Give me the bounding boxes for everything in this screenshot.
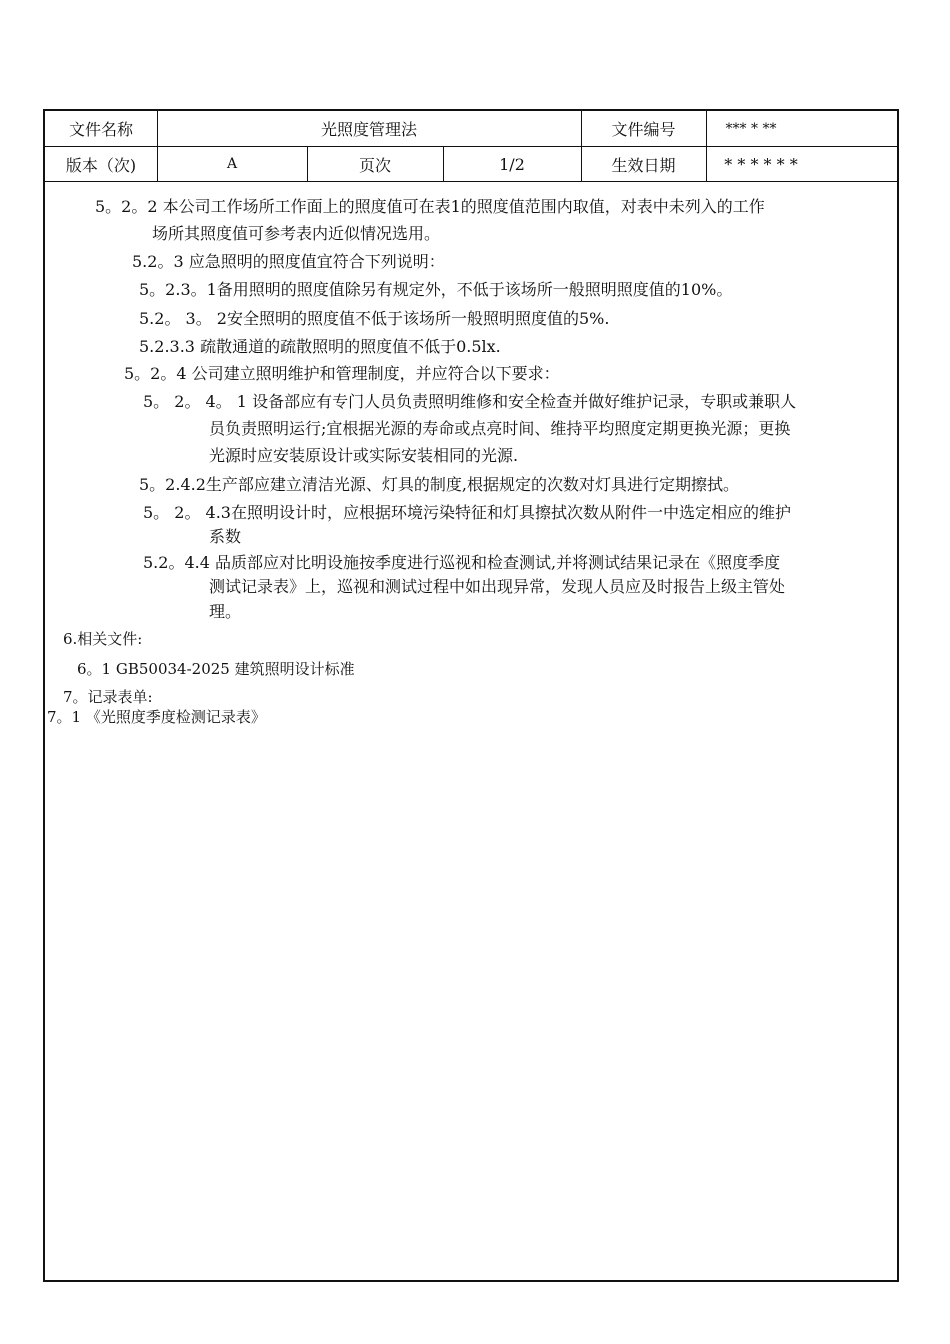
text-line: 5.2。3 应急照明的照度值宜符合下列说明： <box>132 252 445 271</box>
text-line: 员负责照明运行;宜根据光源的寿命或点亮时间、维持平均照度定期更换光源；更换 <box>209 419 791 438</box>
section-heading: 7。记录表单: <box>63 688 153 706</box>
version-label: 版本（次) <box>65 155 137 175</box>
page-value: 1/2 <box>499 154 525 174</box>
text-line: 5.2。 3。 2安全照明的照度值不低于该场所一般照明照度值的5%. <box>139 309 610 328</box>
header-row-1 <box>45 111 897 147</box>
text-line: 5。2.3。1备用照明的照度值除另有规定外，不低于该场所一般照明照度值的10%。 <box>139 280 733 299</box>
doc-name-value: 光照度管理法 <box>320 120 417 139</box>
version-value: A <box>226 156 238 172</box>
text-line: 7。1 《光照度季度检测记录表》 <box>47 708 266 726</box>
text-line: 5.2.3.3 疏散通道的疏散照明的照度值不低于0.5lx. <box>139 337 501 356</box>
doc-no-value: *** * ** <box>725 120 777 137</box>
effective-date-label: 生效日期 <box>611 155 676 175</box>
text-line: 5。2。2 本公司工作场所工作面上的照度值可在表1的照度值范围内取值，对表中未列入的工作 <box>95 197 765 216</box>
text-line: 5。 2。 4.3在照明设计时，应根据环境污染特征和灯具擦拭次数从附件一中选定相应的维护 <box>143 503 791 522</box>
text-line: 场所其照度值可参考表内近似情况选用。 <box>152 224 441 243</box>
text-line: 6。1 GB50034-2025 建筑照明设计标准 <box>77 660 355 678</box>
text-line: 5。2.4.2生产部应建立清洁光源、灯具的制度,根据规定的次数对灯具进行定期擦拭。 <box>139 475 739 494</box>
text-line: 5。2。4 公司建立照明维护和管理制度，并应符合以下要求： <box>124 364 560 383</box>
doc-name-label: 文件名称 <box>68 120 133 139</box>
text-line: 系数 <box>209 527 242 546</box>
effective-date-value: * * * * * * <box>724 154 798 174</box>
text-line: 光源时应安装原设计或实际安装相同的光源. <box>209 446 519 465</box>
text-line: 5.2。4.4 品质部应对比明设施按季度进行巡视和检查测试,并将测试结果记录在《照度季度 <box>143 553 781 572</box>
document-frame <box>43 109 899 1282</box>
section-heading: 6.相关文件: <box>63 630 143 648</box>
header-row-2 <box>45 147 897 182</box>
text-line: 测试记录表》上，巡视和测试过程中如出现异常，发现人员应及时报告上级主管处 <box>209 577 786 596</box>
page-label: 页次 <box>358 155 391 175</box>
doc-no-label: 文件编号 <box>611 120 676 139</box>
text-line: 5。 2。 4。 1 设备部应有专门人员负责照明维修和安全检查并做好维护记录，专职或兼职人 <box>143 392 797 411</box>
text-line: 理。 <box>209 602 242 621</box>
